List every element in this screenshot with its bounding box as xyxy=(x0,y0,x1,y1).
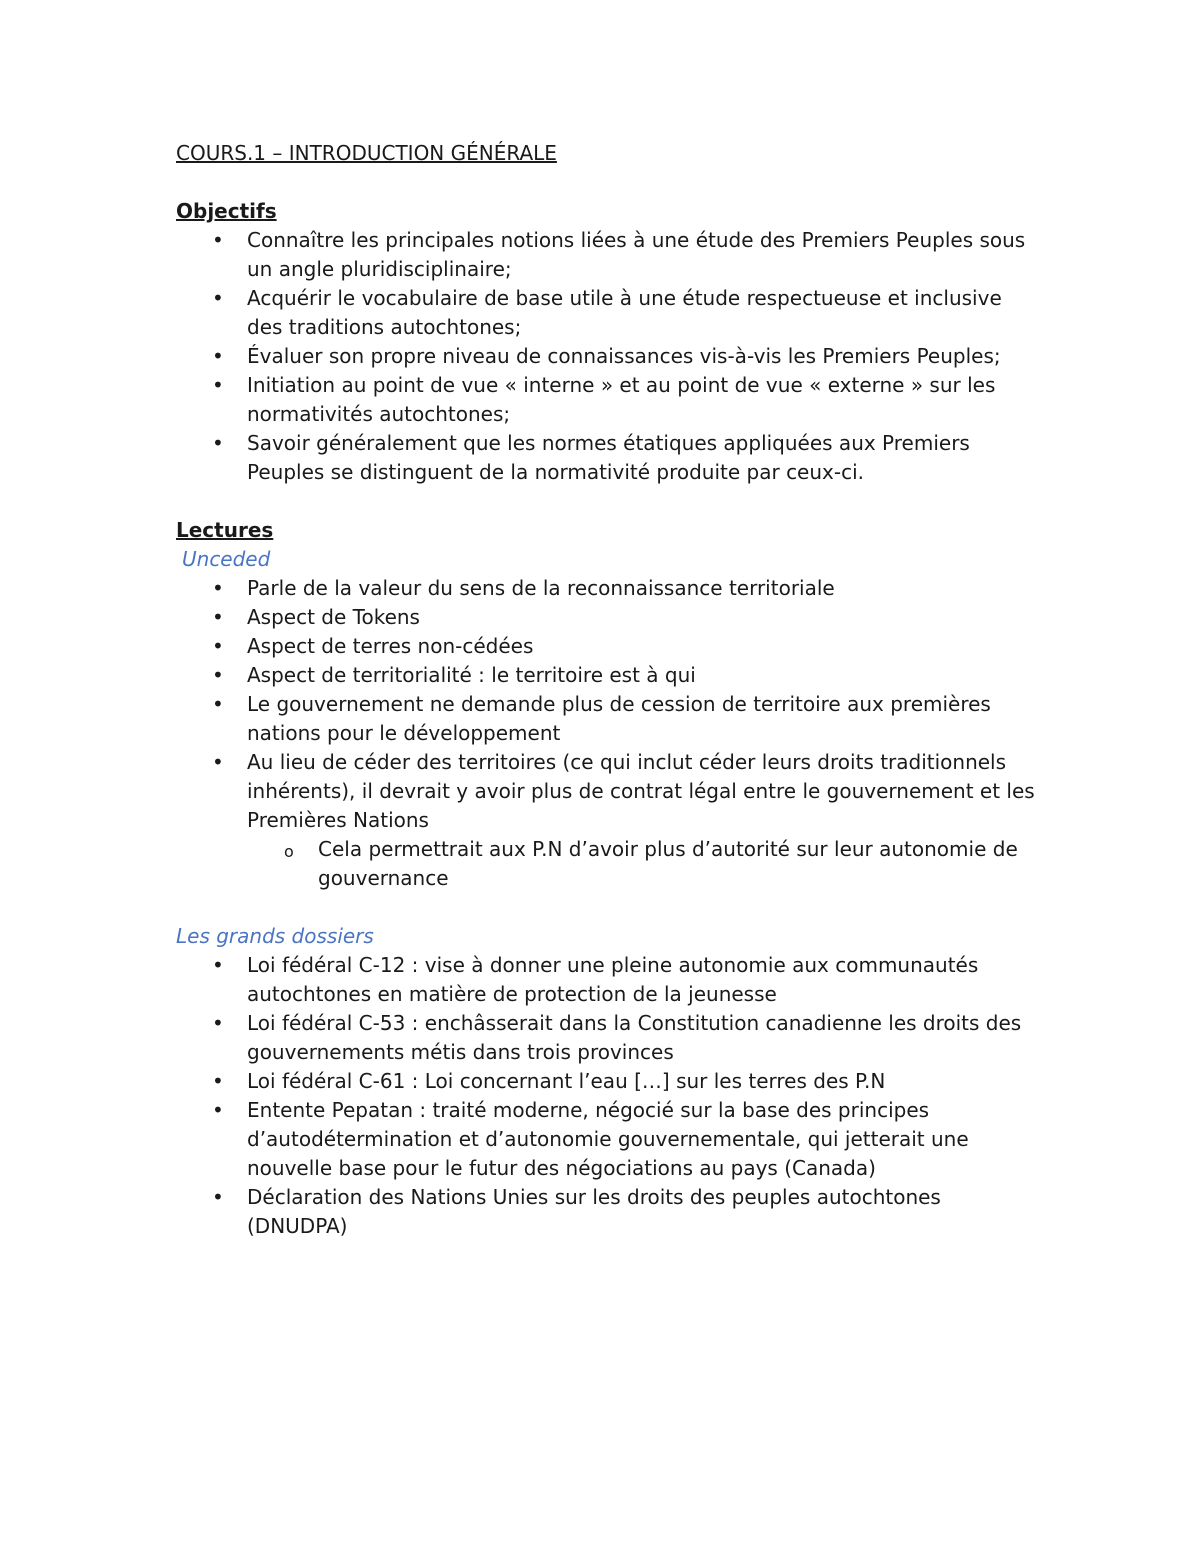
dossiers-subheading: Les grands dossiers xyxy=(176,924,374,948)
list-item xyxy=(176,603,1036,632)
list-item-text: Évaluer son propre niveau de connaissances vis-à-vis les Premiers Peuples; xyxy=(247,344,1001,368)
list-item-text: Aspect de territorialité : le territoire est à qui xyxy=(247,663,696,687)
list-item xyxy=(176,951,1036,1009)
list-item xyxy=(176,690,1036,748)
bullet-icon: • xyxy=(212,228,224,252)
list-item xyxy=(176,1183,1036,1241)
bullet-icon: • xyxy=(212,750,224,774)
bullet-icon: • xyxy=(212,1069,224,1093)
list-item-text: Loi fédéral C-12 : vise à donner une pleine autonomie aux communautés autochtones en matière de protection de la jeunesse xyxy=(247,953,979,1006)
list-item xyxy=(176,661,1036,690)
list-item xyxy=(176,1096,1036,1183)
bullet-icon: • xyxy=(212,344,224,368)
list-item-text: Parle de la valeur du sens de la reconnaissance territoriale xyxy=(247,576,835,600)
bullet-icon: • xyxy=(212,605,224,629)
list-item-text: Connaître les principales notions liées à une étude des Premiers Peuples sous un angle pluridisciplinaire; xyxy=(247,228,1026,281)
list-item xyxy=(176,371,1036,429)
sub-list-item-text: Cela permettrait aux P.N d’avoir plus d’autorité sur leur autonomie de gouvernance xyxy=(318,837,1018,890)
list-item xyxy=(176,284,1036,342)
bullet-icon: • xyxy=(212,373,224,397)
bullet-icon: • xyxy=(212,692,224,716)
list-item-text: Entente Pepatan : traité moderne, négocié sur la base des principes d’autodétermination et d’autonomie gouvernementale, qui jetterait une nouvelle base pour le futur des négociations au pays (Canada) xyxy=(247,1098,969,1180)
list-item xyxy=(176,1009,1036,1067)
list-item xyxy=(176,342,1036,371)
document-title: COURS.1 – INTRODUCTION GÉNÉRALE xyxy=(176,141,557,165)
list-item-text: Au lieu de céder des territoires (ce qui inclut céder leurs droits traditionnels inhérents), il devrait y avoir plus de contrat légal entre le gouvernement et les Premières Nations xyxy=(247,750,1035,832)
bullet-icon: • xyxy=(212,634,224,658)
bullet-icon: • xyxy=(212,1185,224,1209)
unceded-list xyxy=(176,574,1036,893)
list-item-text: Loi fédéral C-53 : enchâsserait dans la Constitution canadienne les droits des gouvernements métis dans trois provinces xyxy=(247,1011,1022,1064)
objectifs-heading: Objectifs xyxy=(176,199,277,223)
list-item xyxy=(176,632,1036,661)
bullet-icon: • xyxy=(212,1098,224,1122)
list-item xyxy=(176,1067,1036,1096)
list-item-text: Initiation au point de vue « interne » et au point de vue « externe » sur les normativités autochtones; xyxy=(247,373,996,426)
bullet-icon: • xyxy=(212,286,224,310)
list-item-text: Savoir généralement que les normes étatiques appliquées aux Premiers Peuples se distinguent de la normativité produite par ceux-ci. xyxy=(247,431,970,484)
list-item xyxy=(176,574,1036,603)
sub-list-item xyxy=(176,835,1036,893)
sub-bullet-icon: o xyxy=(284,842,294,861)
list-item xyxy=(176,429,1036,487)
bullet-icon: • xyxy=(212,953,224,977)
list-item xyxy=(176,226,1036,284)
list-item-text: Loi fédéral C-61 : Loi concernant l’eau […] sur les terres des P.N xyxy=(247,1069,886,1093)
document-page xyxy=(176,139,1036,1241)
unceded-subheading: Unceded xyxy=(182,547,271,571)
objectifs-list xyxy=(176,226,1036,487)
list-item-text: Aspect de Tokens xyxy=(247,605,420,629)
list-item-text: Le gouvernement ne demande plus de cession de territoire aux premières nations pour le développement xyxy=(247,692,991,745)
lectures-heading: Lectures xyxy=(176,518,274,542)
bullet-icon: • xyxy=(212,1011,224,1035)
list-item xyxy=(176,748,1036,835)
list-item-text: Aspect de terres non-cédées xyxy=(247,634,534,658)
dossiers-list xyxy=(176,951,1036,1241)
bullet-icon: • xyxy=(212,431,224,455)
bullet-icon: • xyxy=(212,576,224,600)
list-item-text: Acquérir le vocabulaire de base utile à une étude respectueuse et inclusive des traditions autochtones; xyxy=(247,286,1002,339)
list-item-text: Déclaration des Nations Unies sur les droits des peuples autochtones (DNUDPA) xyxy=(247,1185,941,1238)
bullet-icon: • xyxy=(212,663,224,687)
